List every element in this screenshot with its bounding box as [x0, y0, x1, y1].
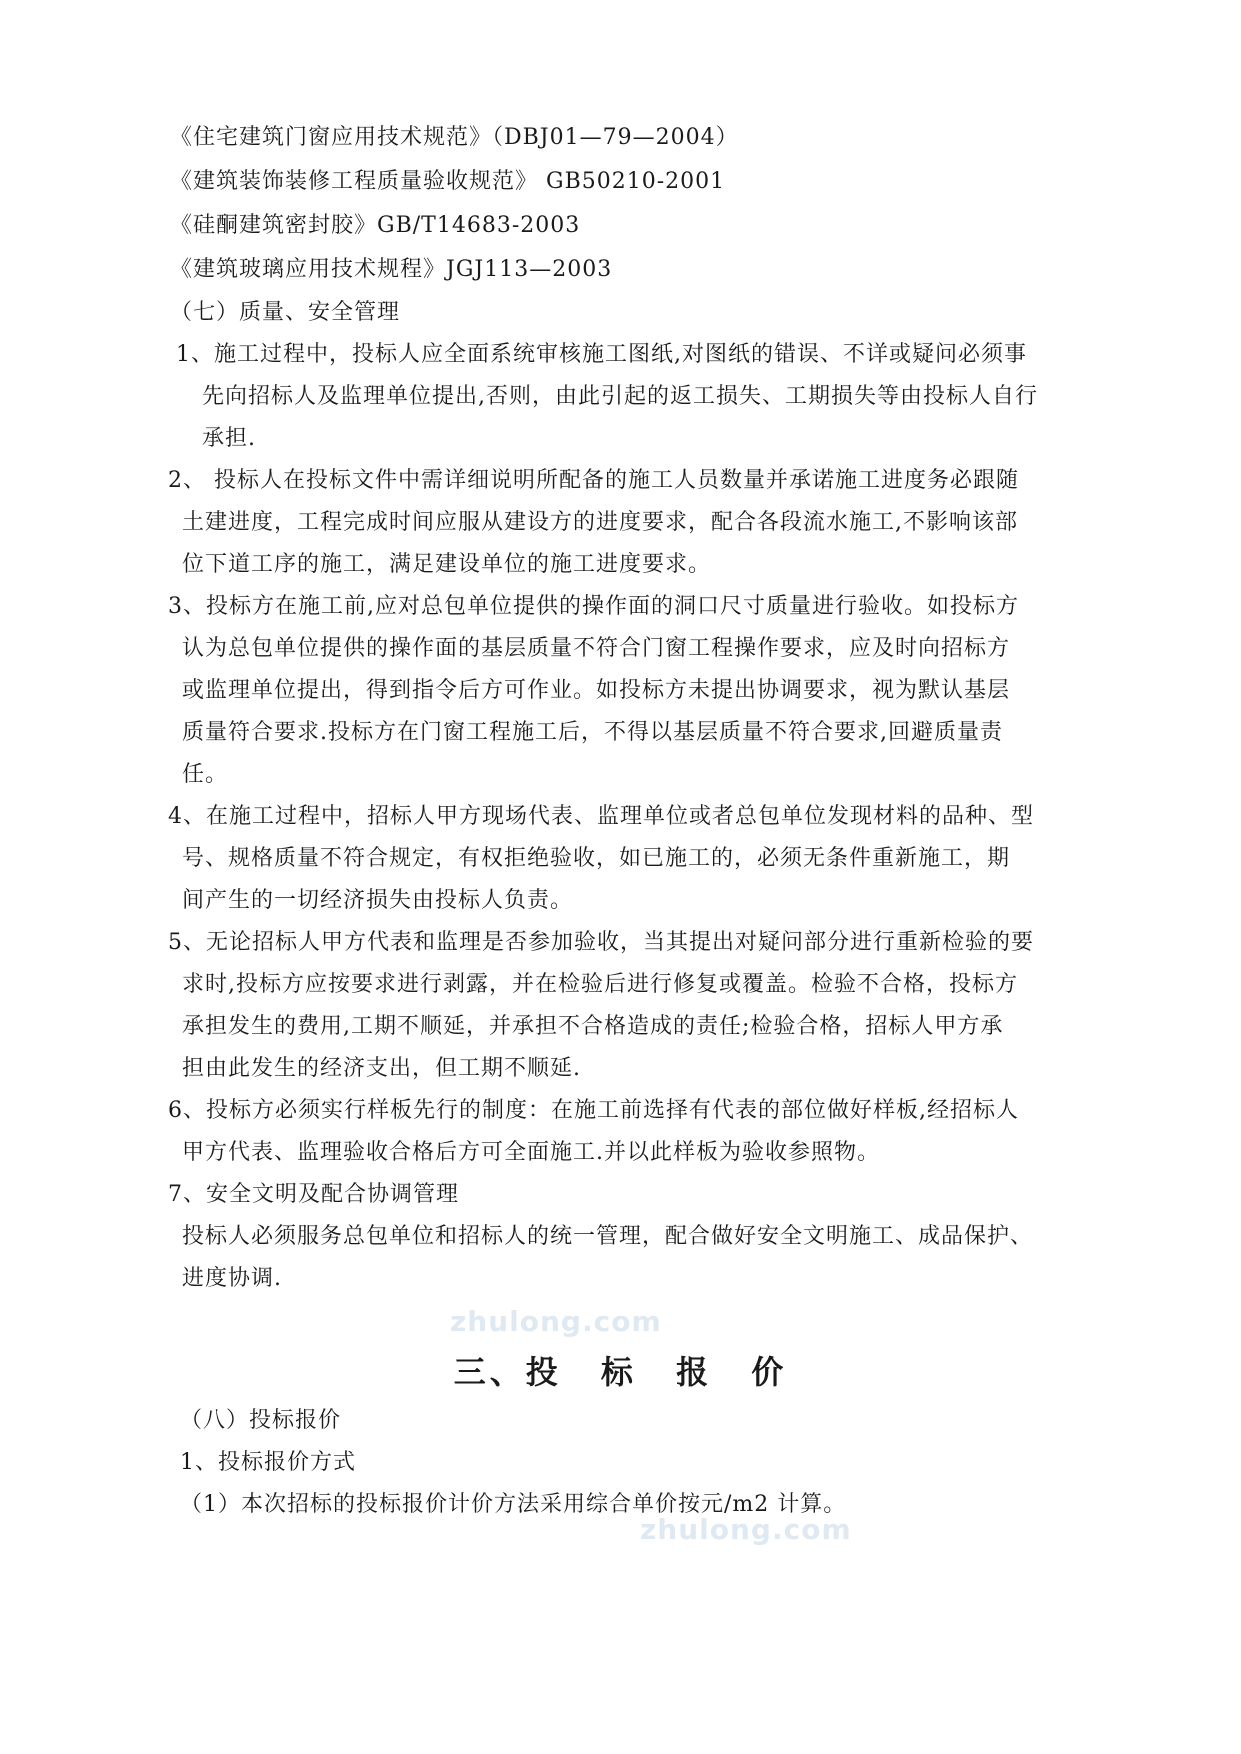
clause-5-line-1: 5、无论招标人甲方代表和监理是否参加验收，当其提出对疑问部分进行重新检验的要 — [168, 930, 1034, 955]
chapter-heading — [0, 1352, 1241, 1392]
clause-4-line-1: 4、在施工过程中，招标人甲方现场代表、监理单位或者总包单位发现材料的品种、型 — [168, 804, 1034, 829]
chapter-heading-part: 报 — [676, 1353, 713, 1391]
clause-2-line-3: 位下道工序的施工，满足建设单位的施工进度要求。 — [182, 552, 712, 577]
section-heading-7: （七）质量、安全管理 — [170, 300, 401, 325]
subsection-heading: 1、投标报价方式 — [180, 1450, 356, 1475]
chapter-heading-part: 三、投 — [453, 1353, 562, 1391]
clause-5-line-2: 求时,投标方应按要求进行剥露，并在检验后进行修复或覆盖。检验不合格，投标方 — [182, 972, 1018, 997]
standard-ref-1: 《住宅建筑门窗应用技术规范》（DBJ01—79—2004） — [170, 125, 739, 150]
clause-3-line-1: 3、投标方在施工前,应对总包单位提供的操作面的洞口尺寸质量进行验收。如投标方 — [168, 594, 1019, 619]
pricing-method-line: （1）本次招标的投标报价计价方法采用综合单价按元/m2 计算。 — [180, 1492, 847, 1517]
clause-7-line-2: 进度协调. — [182, 1266, 282, 1291]
standard-ref-4: 《建筑玻璃应用技术规程》JGJ113—2003 — [170, 257, 613, 282]
chapter-heading-part: 标 — [600, 1353, 637, 1391]
section-heading-8: （八）投标报价 — [180, 1408, 342, 1433]
standard-ref-3: 《硅酮建筑密封胶》GB/T14683-2003 — [170, 213, 581, 238]
clause-1-line-1: 1、施工过程中，投标人应全面系统审核施工图纸,对图纸的错误、不详或疑问必须事 — [176, 342, 1027, 367]
clause-6-line-2: 甲方代表、监理验收合格后方可全面施工.并以此样板为验收参照物。 — [182, 1140, 880, 1165]
clause-7-title: 7、安全文明及配合协调管理 — [168, 1182, 459, 1207]
clause-6-line-1: 6、投标方必须实行样板先行的制度：在施工前选择有代表的部位做好样板,经招标人 — [168, 1098, 1019, 1123]
clause-3-line-4: 质量符合要求.投标方在门窗工程施工后，不得以基层质量不符合要求,回避质量责 — [182, 720, 1003, 745]
watermark: zhulong.com — [640, 1513, 852, 1546]
clause-4-line-3: 间产生的一切经济损失由投标人负责。 — [182, 888, 574, 913]
clause-5-line-4: 担由此发生的经济支出，但工期不顺延. — [182, 1056, 581, 1081]
clause-2-line-2: 土建进度，工程完成时间应服从建设方的进度要求，配合各段流水施工,不影响该部 — [182, 510, 1018, 535]
watermark: zhulong.com — [450, 1305, 662, 1338]
clause-5-line-3: 承担发生的费用,工期不顺延，并承担不合格造成的责任;检验合格，招标人甲方承 — [182, 1014, 1004, 1039]
chapter-heading-part: 价 — [751, 1353, 788, 1391]
clause-3-line-5: 任。 — [182, 762, 229, 787]
clause-1-line-2: 先向招标人及监理单位提出,否则，由此引起的返工损失、工期损失等由投标人自行 — [202, 384, 1038, 409]
clause-4-line-2: 号、规格质量不符合规定，有权拒绝验收，如已施工的，必须无条件重新施工，期 — [182, 846, 1011, 871]
clause-2-line-1: 2、 投标人在投标文件中需详细说明所配备的施工人员数量并承诺施工进度务必跟随 — [168, 468, 1019, 493]
standard-ref-2: 《建筑装饰装修工程质量验收规范》 GB50210-2001 — [170, 169, 726, 194]
clause-1-line-3: 承担. — [202, 426, 256, 451]
clause-7-line-1: 投标人必须服务总包单位和招标人的统一管理，配合做好安全文明施工、成品保护、 — [182, 1224, 1034, 1249]
clause-3-line-3: 或监理单位提出，得到指令后方可作业。如投标方未提出协调要求，视为默认基层 — [182, 678, 1011, 703]
clause-3-line-2: 认为总包单位提供的操作面的基层质量不符合门窗工程操作要求，应及时向招标方 — [182, 636, 1011, 661]
